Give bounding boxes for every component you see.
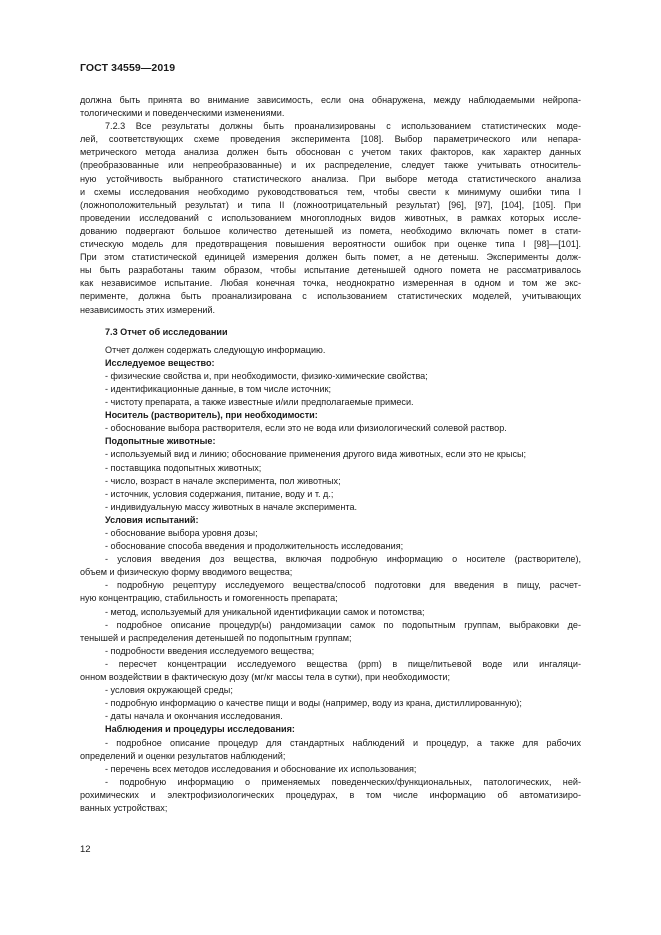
list-item: - подробную рецептуру исследуемого вещества/способ подготовки для введения в пищу, расчет- (105, 580, 581, 591)
subheading-vehicle: Носитель (растворитель), при необходимости: (105, 410, 318, 421)
list-item-cont: тенышей и распределения детенышей по подопытным группам; (80, 632, 352, 643)
page-number: 12 (80, 844, 91, 855)
list-item: - условия введения доз вещества, включая подробную информацию о носителе (растворителе), (105, 554, 581, 565)
standard-header: ГОСТ 34559—2019 (80, 62, 176, 74)
subheading-test-substance: Исследуемое вещество: (105, 357, 215, 368)
list-item: - источник, условия содержания, питание, воду и т. д.; (105, 488, 334, 499)
section-intro: Отчет должен содержать следующую информацию. (105, 344, 326, 355)
list-item: - подробности введения исследуемого вещества; (105, 645, 315, 656)
text-line: перименте, должна быть проанализирована с использованием статистических моделей, учитывающих (80, 291, 581, 302)
text-line: и схемы исследования необходимо руководствоваться тем, чтобы свести к минимуму ошибки типа I (80, 186, 581, 197)
text-line: метрического метода анализа должен быть обоснован с учетом таких факторов, как характер данных (80, 147, 581, 158)
text-line: лей, соответствующих схеме проведения эксперимента [108]. Выбор параметрического или непара- (80, 134, 581, 145)
text-line: ную устойчивость выбранного статистического анализа. При выборе метода статистического анализа (80, 173, 581, 184)
text-line: как независимое испытание. Любая конечная точка, неоднократно измеренная в одном и том же экс- (80, 278, 581, 289)
text-line: При этом статистической единицей измерения должен быть помет, а не детеныш. Эксперименты долж- (80, 252, 581, 263)
list-item-cont: рохимических и электрофизиологических процедурах, в том числе информацию об автоматизиро- (80, 789, 581, 800)
list-item: - обоснование способа введения и продолжительность исследования; (105, 541, 404, 552)
list-item-cont: определений и оценки результатов наблюдений; (80, 750, 286, 761)
subheading-conditions: Условия испытаний: (105, 514, 199, 525)
list-item-cont: онном воздействии в фактическую дозу (мг/кг массы тела в сутки), при необходимости; (80, 672, 451, 683)
document-body (80, 94, 581, 815)
list-item-cont: объем и физическую форму вводимого вещества; (80, 567, 293, 578)
list-item: - подробное описание процедур(ы) рандомизации самок по подопытным группам, выбраковки де- (105, 619, 581, 630)
text-line: стическую модель для предотвращения повышения вероятности ошибок при оценке типа I [98]—[101]. (80, 239, 581, 250)
list-item: - подробное описание процедур для стандартных наблюдений и процедур, а также для рабочих (105, 737, 581, 748)
text-line: должна быть принята во внимание зависимость, если она обнаружена, между наблюдаемыми нейропа- (80, 95, 581, 105)
text-line: проведении исследований с использованием многоплодных видов животных, в рамках которых иссле- (80, 212, 581, 223)
list-item: - чистоту препарата, а также известные и/или предполагаемые примеси. (105, 397, 414, 408)
list-item: - обоснование выбора растворителя, если это не вода или физиологический солевой раствор. (105, 423, 507, 434)
list-item: - используемый вид и линию; обоснование применения другого вида животных, если это не крысы; (105, 449, 527, 460)
subheading-observations: Наблюдения и процедуры исследования: (105, 724, 295, 735)
list-item: - условия окружающей среды; (105, 685, 233, 696)
text-line: 7.2.3 Все результаты должны быть проанализированы с использованием статистических моде- (105, 121, 581, 132)
list-item: - метод, используемый для уникальной идентификации самок и потомства; (105, 606, 425, 617)
text-line: ны быть разработаны таким образом, чтобы испытание детенышей одного помета не рассматривалось (80, 265, 581, 276)
list-item: - обоснование выбора уровня дозы; (105, 528, 258, 538)
list-item: - индивидуальную массу животных в начале эксперимента. (105, 501, 358, 512)
list-item: - идентификационные данные, в том числе источник; (105, 383, 332, 394)
subheading-animals: Подопытные животные: (105, 436, 216, 447)
list-item-cont: ную концентрацию, стабильность и гомогенность препарата; (80, 593, 338, 604)
text-line: независимость этих измерений. (80, 304, 216, 315)
list-item: - физические свойства и, при необходимости, физико-химические свойства; (105, 370, 428, 381)
text-line: (ложноположительный результат) и типа II (ложноотрицательный результат) [96], [97], [104], [105]. При (80, 199, 581, 210)
section-title: 7.3 Отчет об исследовании (105, 326, 228, 337)
text-line: (преобразованные или непреобразованные) и их распределение, следует также учитывать относитель- (80, 160, 581, 171)
list-item: - даты начала и окончания исследования. (105, 711, 283, 722)
text-line: тологическими и поведенческими изменениями. (80, 108, 285, 119)
list-item: - число, возраст в начале эксперимента, пол животных; (105, 475, 341, 486)
list-item: - перечень всех методов исследования и обоснование их использования; (105, 763, 417, 774)
text-line: дованию подвергают большое количество детенышей из помета, необходимо включать помет в стати- (80, 225, 581, 236)
list-item: - пересчет концентрации исследуемого вещества (ppm) в пище/питьевой воде или ингаляци- (105, 658, 581, 669)
list-item-cont: ванных устройствах; (80, 802, 168, 813)
list-item: - подробную информацию о применяемых поведенческих/функциональных, патологических, ней- (105, 776, 581, 787)
list-item: - поставщика подопытных животных; (105, 462, 262, 473)
list-item: - подробную информацию о качестве пищи и воды (например, воду из крана, дистиллированную); (105, 698, 522, 709)
